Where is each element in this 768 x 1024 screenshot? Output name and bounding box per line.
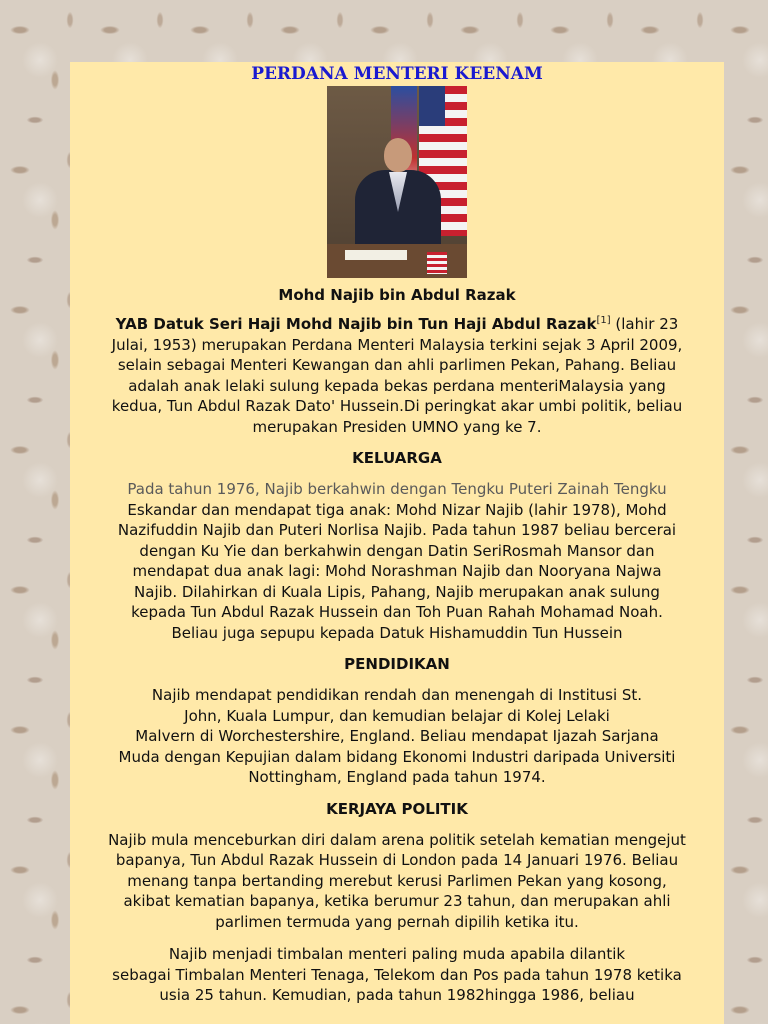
keluarga-paragraph	[72, 479, 722, 643]
paragraph-line: Nottingham, England pada tahun 1974.	[248, 768, 546, 786]
paragraph-line: Malvern di Worchestershire, England. Beliau mendapat Ijazah Sarjana	[135, 727, 659, 745]
intro-line: kedua, Tun Abdul Razak Dato' Hussein.Di peringkat akar umbi politik, beliau	[111, 397, 683, 415]
portrait-photo-icon	[327, 86, 467, 278]
paragraph-line: Eskandar dan mendapat tiga anak: Mohd Nizar Najib (lahir 1978), Mohd	[127, 500, 667, 519]
reference-link[interactable]: [1]	[596, 315, 611, 326]
paragraph-line: John, Kuala Lumpur, dan kemudian belajar di Kolej Lelaki	[184, 706, 610, 725]
paragraph-line: akibat kematian bapanya, ketika berumur 23 tahun, dan merupakan ahli	[123, 892, 671, 910]
paragraph-line: sebagai Timbalan Menteri Tenaga, Telekom dan Pos pada tahun 1978 ketika	[112, 965, 682, 984]
page-title: PERDANA MENTERI KEENAM	[251, 64, 543, 84]
intro-paragraph	[72, 314, 722, 437]
paragraph-line: mendapat dua anak lagi: Mohd Norashman Najib dan Nooryana Najwa	[132, 562, 662, 580]
intro-name: YAB Datuk Seri Haji Mohd Najib bin Tun Haji Abdul Razak	[115, 315, 597, 333]
photo-caption: Mohd Najib bin Abdul Razak	[278, 286, 516, 304]
section-heading-kerjaya-politik: KERJAYA POLITIK	[326, 799, 468, 818]
paragraph-line: menang tanpa bertanding merebut kerusi Parlimen Pekan yang kosong,	[127, 871, 667, 890]
paragraph-line: Nazifuddin Najib dan Puteri Norlisa Najib. Pada tahun 1987 beliau bercerai	[117, 521, 677, 539]
section-heading-keluarga: KELUARGA	[352, 449, 442, 467]
intro-line: (lahir 23	[615, 315, 679, 333]
paragraph-line: Muda dengan Kepujian dalam bidang Ekonomi Industri daripada Universiti	[118, 747, 676, 766]
paragraph-line: Najib mula menceburkan diri dalam arena politik setelah kematian mengejut	[108, 830, 686, 849]
paragraph-line: dengan Ku Yie dan berkahwin dengan Datin SeriRosmah Mansor dan	[139, 541, 655, 560]
paragraph-line: parlimen termuda yang pernah dipilih ketika itu.	[215, 912, 579, 931]
person-head	[384, 138, 412, 172]
section-heading-pendidikan: PENDIDIKAN	[344, 655, 450, 673]
article-panel	[70, 62, 724, 1024]
paragraph-line: usia 25 tahun. Kemudian, pada tahun 1982hingga 1986, beliau	[159, 986, 635, 1004]
kerjaya-paragraph-2	[72, 944, 722, 1006]
paragraph-line: bapanya, Tun Abdul Razak Hussein di London pada 14 Januari 1976. Beliau	[115, 851, 679, 869]
intro-line: selain sebagai Menteri Kewangan dan ahli parlimen Pekan, Pahang. Beliau	[117, 356, 677, 374]
nameplate	[345, 250, 407, 260]
paragraph-line: Najib. Dilahirkan di Kuala Lipis, Pahang, Najib merupakan anak sulung	[134, 582, 660, 601]
kerjaya-paragraph-1	[72, 830, 722, 933]
paragraph-line: Pada tahun 1976, Najib berkahwin dengan Tengku Puteri Zainah Tengku	[127, 480, 667, 498]
intro-line: Julai, 1953) merupakan Perdana Menteri Malaysia terkini sejak 3 April 2009,	[111, 335, 683, 354]
paragraph-line: Najib menjadi timbalan menteri paling muda apabila dilantik	[168, 945, 626, 963]
mini-flag-icon	[427, 252, 447, 274]
pendidikan-paragraph	[72, 685, 722, 788]
paragraph-line: Najib mendapat pendidikan rendah dan menengah di Institusi St.	[151, 686, 643, 704]
paragraph-line: kepada Tun Abdul Razak Hussein dan Toh Puan Rahah Mohamad Noah.	[131, 603, 663, 621]
intro-line: merupakan Presiden UMNO yang ke 7.	[252, 417, 542, 436]
intro-line: adalah anak lelaki sulung kepada bekas perdana menteriMalaysia yang	[128, 376, 666, 395]
paragraph-line: Beliau juga sepupu kepada Datuk Hishamuddin Tun Hussein	[171, 623, 623, 642]
